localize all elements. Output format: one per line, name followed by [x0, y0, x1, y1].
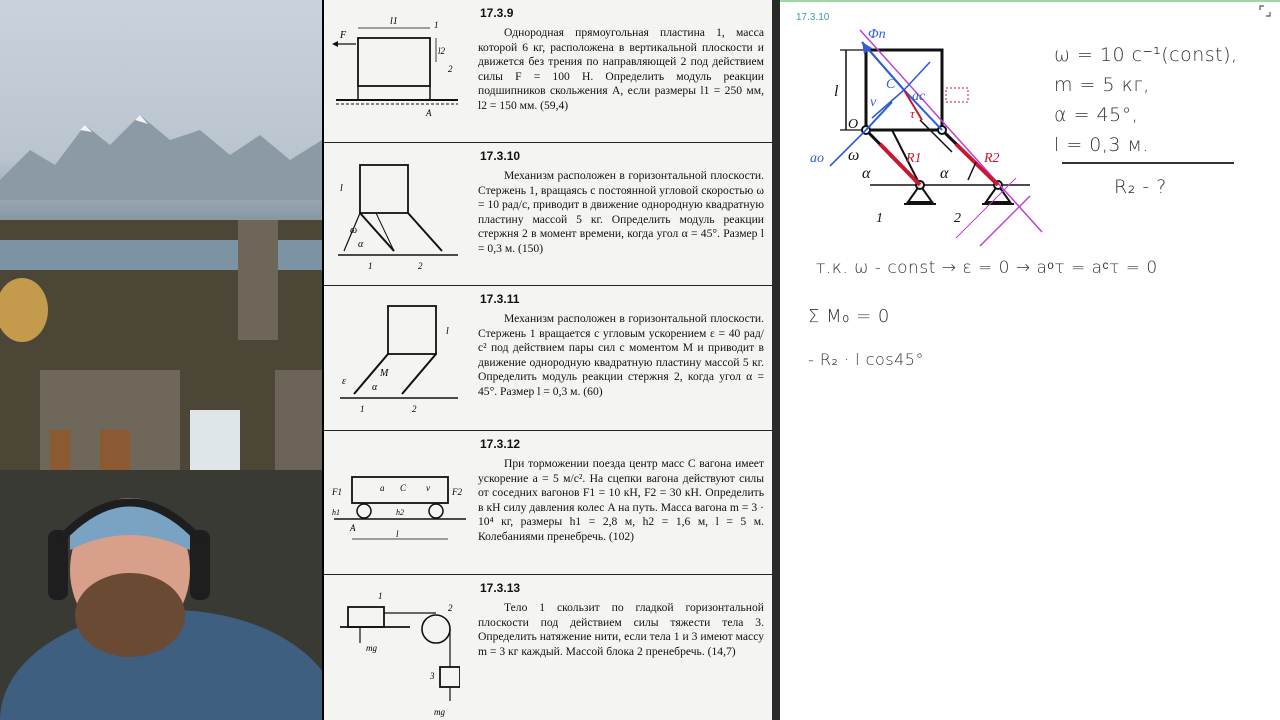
board-label-C: C — [886, 77, 896, 92]
board-label-omega: ω — [848, 147, 860, 164]
fig-label-2: 2 — [448, 603, 453, 613]
problem-text: Тело 1 скользит по гладкой горизонтальной плоскости под действием силы тяжести тела 3. Определить натяжение нити, если тела 1 и 3 имеют массу m = 3 кг каждый. Массой блока 2 пренебречь. (14,7) — [478, 601, 764, 658]
problem-number: 17.3.11 — [480, 292, 520, 306]
given-omega: ω = 10 c⁻¹(const), — [1054, 44, 1238, 66]
problem-17-3-10 — [324, 143, 774, 286]
problem-number: 17.3.12 — [480, 437, 521, 451]
board-label-O: O — [848, 117, 859, 132]
fig-label-1: 1 — [368, 261, 373, 271]
fig-label-F: F — [340, 30, 347, 41]
fig-label-A: A — [350, 523, 356, 533]
board-label-R1: R1 — [906, 151, 922, 166]
board-label-alpha-2: α — [940, 165, 949, 182]
problem-number: 17.3.10 — [480, 149, 521, 163]
fig-label-A: A — [426, 108, 432, 118]
fig-label-v: v — [426, 483, 430, 493]
find-R2: R₂ - ? — [1114, 176, 1167, 198]
fig-label-1: 1 — [360, 404, 365, 414]
board-label-v: v — [870, 95, 877, 110]
board-label-ao: ao — [810, 151, 824, 166]
given-divider — [1062, 162, 1234, 164]
problem-text: При торможении поезда центр масс C вагона имеет ускорение a = 5 м/с². На сцепки вагона действуют силы от соседних вагонов F1 = 10 кН, F2 = 30 кН. Определить в кН силу давления колес A на путь. Масса вагона m = 3 · 10⁴ кг, размеры h1 = 2,8 м, h2 = 1,6 м, l = 5 м. Колебаниями пренебречь. (102) — [478, 457, 764, 543]
fig-label-alpha: α — [358, 239, 364, 250]
problem-text: Механизм расположен в горизонтальной плоскости. Стержень 1 вращается с угловым ускорением ε = 40 рад/с² под действием пары сил с моментом M и приводит в движение однородную квадратную пластину массой 5 кг. Определить модуль реакции стержня 2, когда угол α = 45°. Размер l = 0,3 м. (60) — [478, 312, 764, 398]
problem-number: 17.3.13 — [480, 581, 521, 595]
problem-text: Однородная прямоугольная пластина 1, масса которой 6 кг, расположена в вертикальной плоскости и движется без трения по направляющей 2 под действием силы F = 100 Н. Определить модуль реакции подшипников скольжения A, если размеры l1 = 250 мм, l2 = 150 мм. (59,4) — [478, 26, 764, 112]
figure-17-3-9 — [330, 8, 460, 118]
solution-line-1: т.к. ω - const → ε = 0 → aᵒτ = aᶜτ = 0 — [816, 258, 1158, 278]
board-label-2: 2 — [954, 211, 961, 226]
board-label-ac: ac — [912, 89, 926, 104]
fig-label-l1: l1 — [390, 16, 398, 27]
fig-label-3: 3 — [430, 671, 435, 681]
fig-label-mg-1: mg — [366, 643, 377, 653]
fig-label-F1: F1 — [332, 487, 342, 497]
board-label-tau: τ — [910, 106, 915, 121]
background-mountains — [0, 110, 322, 200]
fig-label-C: C — [400, 483, 407, 493]
whiteboard[interactable] — [780, 0, 1280, 720]
problem-17-3-11 — [324, 286, 774, 431]
board-label-R2: R2 — [984, 151, 1000, 166]
problem-17-3-12 — [324, 431, 774, 575]
fig-label-a: a — [380, 483, 385, 493]
board-problem-id: 17.3.10 — [796, 12, 830, 23]
fig-label-l: l — [396, 529, 399, 539]
fig-label-1: 1 — [434, 20, 439, 30]
fig-label-M: M — [380, 368, 389, 379]
fig-label-1: 1 — [378, 591, 383, 601]
problem-number: 17.3.9 — [480, 6, 514, 20]
problem-17-3-13 — [324, 575, 774, 720]
problem-17-3-9 — [324, 0, 774, 143]
fig-label-F2: F2 — [452, 487, 462, 497]
board-diagram — [780, 0, 1280, 260]
figure-17-3-11 — [330, 294, 460, 414]
board-label-alpha-1: α — [862, 165, 871, 182]
figure-17-3-10 — [330, 151, 460, 271]
fig-label-2: 2 — [448, 64, 453, 74]
webcam-person — [0, 470, 322, 720]
fig-label-eps: ε — [342, 376, 346, 387]
given-l: l = 0,3 м. — [1054, 134, 1149, 156]
board-label-1: 1 — [876, 211, 883, 226]
fig-label-h2: h2 — [396, 508, 404, 517]
fig-label-mg-3: mg — [434, 707, 445, 717]
fig-label-l2: l2 — [438, 46, 446, 56]
webcam-panel — [0, 0, 322, 720]
given-mass: m = 5 кг, — [1054, 74, 1150, 96]
textbook-page — [324, 0, 774, 720]
fig-label-2: 2 — [412, 404, 417, 414]
figure-17-3-13 — [330, 583, 460, 718]
solution-line-3: - R₂ · l cos45° — [808, 350, 924, 369]
board-label-l: l — [834, 83, 839, 100]
fig-label-2: 2 — [418, 261, 423, 271]
fig-label-alpha: α — [372, 382, 378, 393]
board-label-phi: Φn — [868, 27, 886, 42]
figure-17-3-12 — [330, 439, 470, 549]
solution-line-2: Σ M₀ = 0 — [808, 306, 890, 327]
fig-label-omega: ω — [350, 225, 358, 236]
fig-label-h1: h1 — [332, 508, 340, 517]
problem-text: Механизм расположен в горизонтальной плоскости. Стержень 1, вращаясь с постоянной угловой скоростью ω = 10 рад/с, приводит в движение однородную квадратную пластину массой 5 кг. Определить модуль реакции стержня 2 в момент времени, когда угол α = 45°. Размер l = 0,3 м. (150) — [478, 169, 764, 255]
page-divider — [772, 0, 780, 720]
fig-label-l: l — [340, 183, 343, 194]
given-alpha: α = 45°, — [1054, 104, 1139, 126]
fig-label-l: l — [446, 326, 449, 337]
